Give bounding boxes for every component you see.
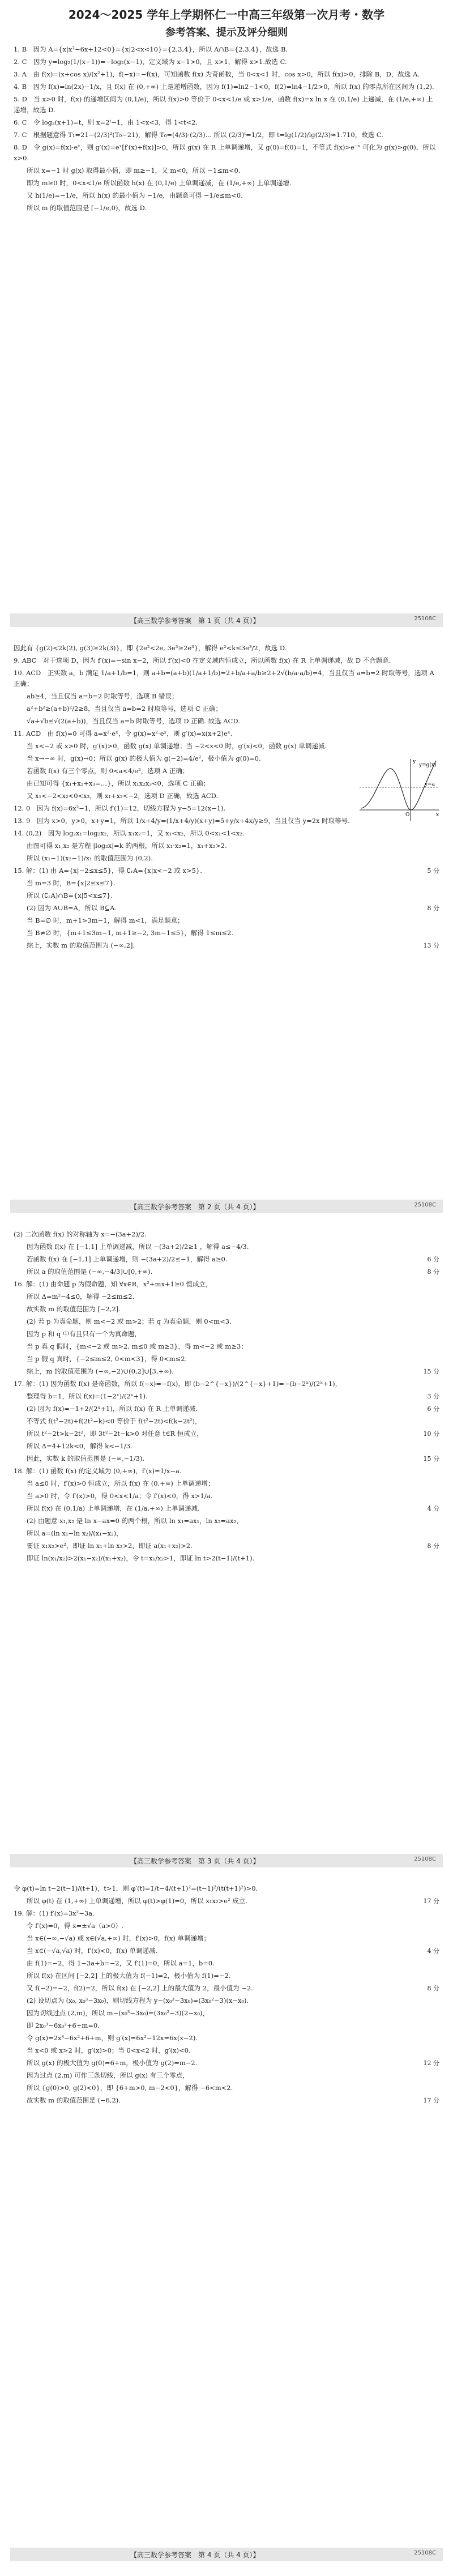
solution-line: 即 2x₀³−6x₀²+6+m=0. xyxy=(14,2021,100,2029)
solution-line: 所以 {g(0)>0, g(2)<0}，即 {6+m>0, m−2<0}，解得 −6<m<2. xyxy=(14,2084,233,2092)
x-axis-label: x xyxy=(436,812,439,818)
solution-line: 由图可得 x₁,x₂ 是方程 |log₂x|=k 的两根，所以 x₁·x₂=1，x₁+x₂>2. xyxy=(14,842,227,850)
solution-line: 因为过点 (2,m) 可作三条切线，所以 g(x) 有三个零点， xyxy=(14,2071,189,2079)
footer-label: 【高三数学参考答案 第 1 页（共 4 页）】 xyxy=(130,617,260,625)
solution-line: 6. C 令 log₂(x+1)=t，则 x=2ᵗ−1，由 1<x<3，得 1<t<2. xyxy=(14,118,198,126)
score-mark: 15 分 xyxy=(423,1368,439,1375)
solution-line: 当 B=∅ 时，m+1>3m−1，解得 m<1，满足题意； xyxy=(14,916,184,924)
solution-line: (2) 因为 f(x)=−1+2/(2ˣ+1)，所以 f(x) 在 R 上单调递减. 6 分 xyxy=(14,1404,439,1414)
solution-line: 3. A 由 f(x)=(x+cos x)/(x²+1)，f(−x)=−f(x)，可知函数 f(x) 为奇函数，当 0<x<1 时，cos x>0，所以 f(x)>0，排除 B，D，故选 A. xyxy=(14,70,420,78)
solution-line: 若函数 f(x) 有三个零点，则 0<a<4/e²，选项 A 正确； xyxy=(14,767,189,775)
score-mark: 13 分 xyxy=(423,942,439,949)
solution-line: 所以 a=(ln x₁−ln x₂)/(x₁−x₂)， xyxy=(14,1529,123,1537)
solution-line: 11. ACD 由 f(x)=0 可得 a=x²·eˣ，令 g(x)=x²·eˣ，则 g′(x)=x(x+2)eˣ. xyxy=(14,730,233,737)
solution-line: 当 p 真 q 假时，{m<−2 或 m>2, m≤0 或 m≥3}，得 m<−2 或 m≥3； xyxy=(14,1342,247,1350)
solution-line: 因此，实数 k 的取值范围是 (−∞,−1/3). 15 分 xyxy=(14,1453,439,1464)
solution-line: (2) 因为 A∪B=A，所以 B⊆A. 8 分 xyxy=(14,903,439,914)
solution-line: 所以 t²−2t>k−2t²，即 3t²−2t−k>0 对任意 t∈R 恒成立， 10 分 xyxy=(14,1428,439,1439)
page3-footer xyxy=(0,1849,453,1872)
solution-line: 8. D 令 g(x)=f(x)·eˣ，则 g′(x)=eˣ[f′(x)+f(x)]>0，所以 g(x) 在 R 上单调递增，又 g(0)=f(0)=1，不等式 f(x)>e⁻ˣ 可化为 g(x)>g(0)，所以 x>0. xyxy=(14,143,436,162)
solution-line: 1. B 因为 A={x|x²−6x+12<0}={x|2<x<10}={2,3,4}，所以 A∩B={2,3,4}，故选 B. xyxy=(14,45,288,53)
score-mark: 12 分 xyxy=(423,2059,439,2067)
solution-line: 16. 解：(1) 由命题 p 为假命题，知 ∀x∈R，x²+mx+1≥0 恒成立， xyxy=(14,1280,212,1288)
solution-line: 所以 f(x) 在区间 [−2,2] 上的极大值为 f(−1)=2，极小值为 f(1)=−2. xyxy=(14,1972,231,1980)
solution-line: a²+b²≥(a+b)²/2≥8，当且仅当 a=b=2 时取等号，选项 C 正确； xyxy=(14,705,223,713)
solution-line: 因为函数 f(x) 在 [−1,1] 上单调递减，所以 −(3a+2)/2≥1 ，解得 a≤−4/3. xyxy=(14,1243,249,1251)
score-mark: 15 分 xyxy=(423,1455,439,1462)
footer-code: 25108C xyxy=(414,2550,436,2556)
solution-line: 10. ACD 正实数 a，b 满足 1/a+1/b=1，则 a+b=(a+b)(1/a+1/b)=2+b/a+a/b≥2+2√(b/a·a/b)=4，当且仅当 a=b=2 时取等号，选项 A 正确； xyxy=(14,669,434,688)
solution-line: 由已知可得 {x₁+x₂+x₃=…}，所以 x₁x₂x₃<0，选项 C 正确； xyxy=(14,779,210,787)
solution-line: 18. 解：(1) 函数 f(x) 的定义域为 (0,+∞)，f′(x)=1/x−a. xyxy=(14,1467,182,1475)
solution-line: 14. (0,2) 因为 log₂x₁=log₂x₂，所以 x₁x₂=1，又 x₁<x₂，所以 0<x₁<1<x₂. xyxy=(14,829,245,837)
solution-line: 令 f′(x)=0，得 x=±√a（a>0）. xyxy=(14,1922,124,1930)
solution-line: 故实数 m 的取值范围是 (−6,2). 17 分 xyxy=(14,2095,439,2106)
solution-line: (2) 二次函数 f(x) 的对称轴为 x=−(3a+2)/2. xyxy=(14,1230,147,1238)
page1-solutions xyxy=(14,44,439,215)
solution-line: 若函数 f(x) 在 [−1,1] 上单调递增，则 −(3a+2)/2≤−1，解得 a≥0. 6 分 xyxy=(14,1254,439,1265)
solution-line: (2) 设切点为 (x₀, x₀³−3x₀)，则切线方程为 y−(x₀³−3x₀)=(3x₀²−3)(x−x₀). xyxy=(14,1997,249,2004)
header xyxy=(0,0,453,39)
solution-line: 19. 解：(1) f′(x)=3x²−3a. xyxy=(14,1909,95,1917)
solution-line: 因为切线过点 (2,m)，所以 m−(x₀³−3x₀)=(3x₀²−3)(2−x₀)， xyxy=(14,2009,210,2017)
score-mark: 8 分 xyxy=(427,1542,439,1550)
solution-line: 所以 (∁ᵣA)∩B={x|5<x≤7}. xyxy=(14,892,113,899)
solution-line: √a+√b≤√(2(a+b))，当且仅当 a=b 时取等号，选项 D 正确. 故选 ACD. xyxy=(14,717,240,725)
solution-line: 所以 Δ=m²−4≤0，解得 −2≤m≤2. xyxy=(14,1293,135,1300)
y-axis-label: y xyxy=(413,759,416,765)
score-mark: 5 分 xyxy=(427,867,439,875)
line-label: y=a xyxy=(425,782,435,787)
solution-line: 因此有 {g(2)<2k(2), g(3)≥2k(3)}，即 {2e²<2e, 3e³≥2e³}，解得 e²<k≤3e³/2，故选 D. xyxy=(14,644,287,652)
origin-label: O xyxy=(405,812,410,818)
curve-label: y=g(x) xyxy=(419,762,437,768)
solution-line: 所以 x=−1 时 g(x) 取得最小值，即 m≥−1，又 m<0，所以 −1≤m<0. xyxy=(14,167,241,174)
solution-line: 所以 (x₁−1)(x₂−1)/x₁ 的取值范围为 (0,2). xyxy=(14,854,153,862)
page4-footer xyxy=(0,2543,453,2566)
solution-line: 不等式 f(t²−2t)+f(2t²−k)<0 等价于 f(t²−2t)<f(k−2t²)， xyxy=(14,1417,202,1425)
score-mark: 6 分 xyxy=(427,1256,439,1263)
solution-line: 所以 f(x) 在 (0,1/a) 上单调递增，在 (1/a,+∞) 上单调递减. 4 分 xyxy=(14,1503,439,1514)
solution-line: 即证 ln(x₁/x₂)>2(x₁−x₂)/(x₁+x₂)，令 t=x₁/x₂>1，即证 ln t>2(t−1)/(t+1). xyxy=(14,1554,255,1562)
solution-line: 当 x∈(−√a,√a) 时，f′(x)<0，f(x) 单调递减. 4 分 xyxy=(14,1946,439,1956)
solution-line: 即为 m≥0 时，0<x<1/e 所以函数 h(x) 在 (0,1/e) 上单调递减，在 (1/e,+∞) 上单调递增. xyxy=(14,179,292,187)
page1-footer xyxy=(0,609,453,632)
solution-line: 13. 9 因为 x>0，y>0，x+y=1，所以 1/x+4/y=(1/x+4/y)(x+y)=5+y/x+4x/y≥9，当且仅当 y=2x 时取等号. xyxy=(14,817,350,825)
solution-line: 因为 p 和 q 中有且只有一个为真命题， xyxy=(14,1330,141,1338)
solution-line: 5. D 当 x>0 时，f(x) 的递增区间为 (0,1/e)，所以 f(x)>0 等价于 0<x<1/e 或 x>1/e，函数 f(x)=x ln x 在 (0,1/e) 上递减，在 (1/e,+∞) 上递增，故选 D. xyxy=(14,95,433,114)
solution-line: 又 x₁<−2<x₂<0<x₃，则 x₁+x₂<−2，选项 D 正确，故选 ACD. xyxy=(14,792,219,800)
solution-line: 当 m=3 时，B={x|2≤x≤7}. xyxy=(14,879,116,887)
page4-solutions xyxy=(14,1883,439,2108)
solution-line: 15. 解：(1) 由 A={x|−2≤x≤5}，得 ∁ᵣA={x|x<−2 或 x>5}. 5 分 xyxy=(14,865,439,876)
solution-line: 所以 g(x) 的极大值为 g(0)=6+m，极小值为 g(2)=m−2. 12 分 xyxy=(14,2058,439,2069)
solution-line: (2) 若 p 为真命题，则 m<−2 或 m>2；若 q 为真命题，则 0<m<3. xyxy=(14,1317,232,1325)
solution-line: 7. C 根据题意得 T₁=21−(2/3)²(T₀−21)，解得 T₀=(4/3)·(2/3)... 所以 (2/3)ᵗ=1/2，即 t=lg(1/2)/lg(2/3)≈1.710，故选 C. xyxy=(14,131,383,139)
solution-line: ab≥4，当且仅当 a=b=2 时取等号，选项 B 错误； xyxy=(14,692,178,700)
solution-line: 4. B 因为 f(x)=ln(2x)−1/x，且 f(x) 在 (0,+∞) 上是递增函数，因为 f(1)=ln2−1<0，f(2)=ln4−1/2>0，所以 f(x) 的零点所在区间为 (1,2). xyxy=(14,83,434,91)
solution-line: 12. 0 因为 f(x)=6x²−1，所以 f′(1)=12，切线方程为 y−5=12(x−1). xyxy=(14,804,226,812)
solution-line: 17. 解：(1) 因为函数 f(x) 是奇函数，所以 f(−x)=−f(x)，即 (b−2^{−x})/(2^{−x}+1)=−(b−2ˣ)/(2ˣ+1)， xyxy=(14,1380,342,1388)
solution-line: 综上，m 的取值范围为 (−∞,−2)∪(0,2]∪[3,+∞). 15 分 xyxy=(14,1366,439,1377)
solution-line: 故实数 m 的取值范围为 [−2,2]. xyxy=(14,1305,121,1313)
score-mark: 17 分 xyxy=(423,1897,439,1905)
solution-line: 所以 φ(t) 在 (1,+∞) 上单调递增，所以 φ(t)>φ(1)=0，所以 x₁x₂>e² 成立. 17 分 xyxy=(14,1896,439,1907)
page2-footer xyxy=(0,1195,453,1218)
document-title: 2024～2025 学年上学期怀仁一中高三年级第一次月考・数学 xyxy=(68,8,385,22)
solution-line: 当 x→−∞ 时，g(x)→0；所以 g(x) 的极大值为 g(−2)=4/e²，极小值为 g(0)=0. xyxy=(14,754,261,762)
score-mark: 17 分 xyxy=(423,2097,439,2104)
solution-line: 又 f(−2)=−2，f(2)=2，所以 f(x) 在 [−2,2] 上的最大值为 2，最小值为 −2. 8 分 xyxy=(14,1983,439,1994)
score-mark: 8 分 xyxy=(427,1268,439,1276)
footer-code: 25108C xyxy=(414,616,436,622)
solution-line: 当 x<−2 或 x>0 时，g′(x)>0，函数 g(x) 单调递增；当 −2<x<0 时，g′(x)<0，函数 g(x) 单调递减. xyxy=(14,742,327,750)
solution-line: 要证 x₁x₂>e²，即证 ln x₁+ln x₂>2，即证 a(x₁+x₂)>2. 8 分 xyxy=(14,1541,439,1551)
page3-solutions xyxy=(14,1229,439,1566)
score-mark: 4 分 xyxy=(427,1505,439,1512)
solution-line: 当 B≠∅ 时，{m+1≤3m−1, m+1≥−2, 3m−1≤5}，解得 1≤m≤2. xyxy=(14,929,234,937)
solution-line: 令 φ(t)=ln t−2(t−1)/(t+1)，t>1，则 φ′(t)=1/t−4/(t+1)²=(t−1)²/(t(t+1)²)>0. xyxy=(14,1884,258,1892)
solution-line: 又 h(1/e)=−1/e，所以 h(x) 的最小值为 −1/e，由题意可得 −1/e≤m<0. xyxy=(14,191,243,199)
solution-line: 所以 m 的取值范围是 [−1/e,0)，故选 D. xyxy=(14,204,147,212)
score-mark: 6 分 xyxy=(427,1405,439,1413)
solution-line: 2. C 因为 y=log₂(1/(x−1))=−log₂(x−1)，定义域为 x−1>0，且 x>1，解得 x>1.故选 C. xyxy=(14,58,287,66)
solution-line: 当 p 假 q 真时，{−2≤m≤2, 0<m<3}，得 0<m≤2. xyxy=(14,1355,187,1363)
footer-label: 【高三数学参考答案 第 4 页（共 4 页）】 xyxy=(130,2551,260,2559)
solution-line: 当 a≤0 时，f′(x)>0 恒成立，所以 f(x) 在 (0,+∞) 上单调递增； xyxy=(14,1479,215,1487)
solution-line: (2) 由题意 x₁,x₂ 是 ln x−ax=0 的两个根，所以 ln x₁=ax₁，ln x₂=ax₂， xyxy=(14,1517,243,1525)
solution-line: 9. ABC 对于选项 D，因为 f′(x)=−sin x−2，所以 f′(x)<0 在定义域内恒成立，所以函数 f(x) 在 R 上单调递减，故 D 不合题意. xyxy=(14,656,391,664)
solution-line: 整理得 b=1，所以 f(x)=(1−2ˣ)/(2ˣ+1). 3 分 xyxy=(14,1391,439,1402)
score-mark: 10 分 xyxy=(423,1430,439,1438)
score-mark: 4 分 xyxy=(427,1947,439,1955)
footer-code: 25108C xyxy=(414,1202,436,1208)
solution-line: 当 x<0 或 x>2 时，g′(x)>0；当 0<x<2 时，g′(x)<0. xyxy=(14,2046,191,2054)
document-subtitle: 参考答案、提示及评分细则 xyxy=(165,27,288,39)
solution-line: 当 x∈(−∞,−√a) 或 x∈(√a,+∞) 时，f′(x)>0，f(x) 单调递增； xyxy=(14,1934,210,1942)
footer-code: 25108C xyxy=(414,1856,436,1862)
footer-label: 【高三数学参考答案 第 3 页（共 4 页）】 xyxy=(130,1857,260,1865)
score-mark: 8 分 xyxy=(427,1985,439,1992)
footer-label: 【高三数学参考答案 第 2 页（共 4 页）】 xyxy=(130,1203,260,1211)
solution-line: 综上，实数 m 的取值范围为 (−∞,2]. 13 分 xyxy=(14,940,439,951)
solution-line: 当 a>0 时，令 f′(x)>0，得 0<x<1/a；令 f′(x)<0，得 x>1/a. xyxy=(14,1492,213,1500)
score-mark: 8 分 xyxy=(427,905,439,912)
solution-line: 由 f(1)=−2，得 1−3a+b=−2，又 f′(1)=0，所以 a=1，b=0. xyxy=(14,1959,215,1967)
function-graph xyxy=(357,756,442,824)
score-mark: 3 分 xyxy=(427,1393,439,1400)
solution-line: 所以 Δ=4+12k<0，解得 k<−1/3. xyxy=(14,1442,133,1450)
solution-line: 所以 a 的取值范围是 (−∞,−4/3]∪[0,+∞). 8 分 xyxy=(14,1266,439,1277)
solution-line: 令 g(x)=2x³−6x²+6+m，则 g′(x)=6x²−12x=6x(x−2). xyxy=(14,2034,198,2042)
